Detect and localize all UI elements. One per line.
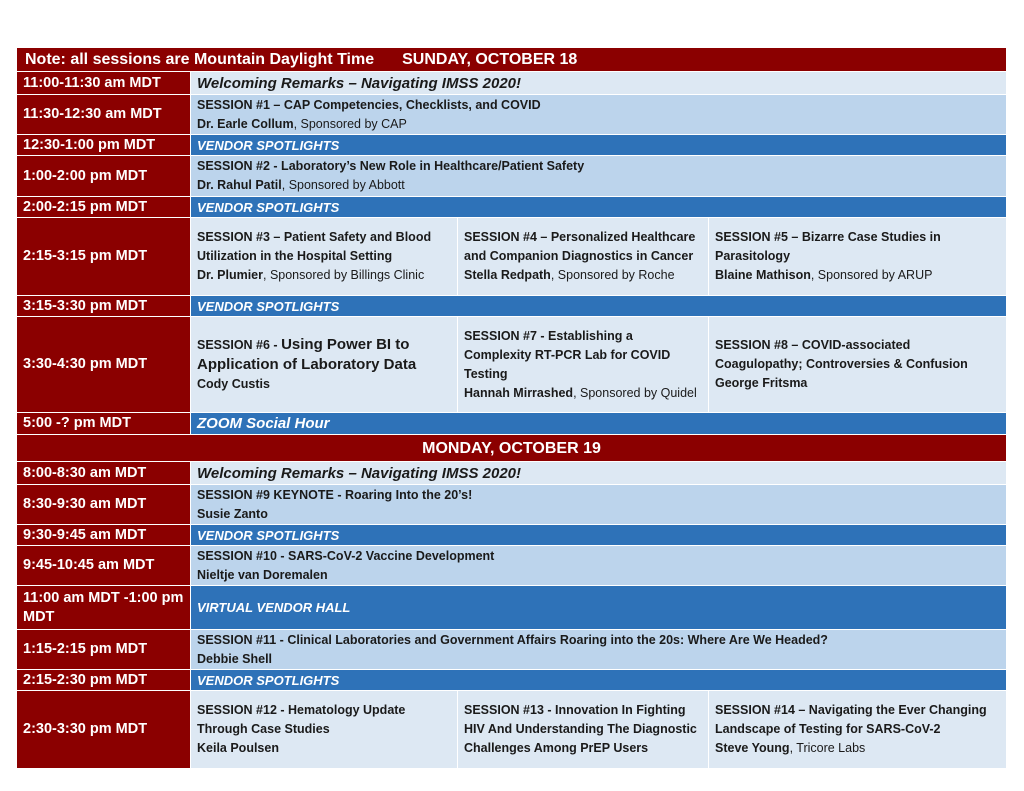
session-title: SESSION #5 – Bizarre Case Studies in Parasitology bbox=[715, 230, 941, 263]
sponsor-text: , Tricore Labs bbox=[789, 741, 866, 755]
sponsor-text: , Sponsored by Abbott bbox=[281, 178, 405, 192]
session-10 bbox=[191, 546, 1007, 586]
speaker-name: Nieltje van Doremalen bbox=[197, 567, 328, 582]
time-slot: 11:00-11:30 am MDT bbox=[17, 72, 191, 95]
virtual-vendor-hall: VIRTUAL VENDOR HALL bbox=[191, 586, 1007, 630]
schedule-header-row bbox=[17, 48, 1007, 72]
vendor-spotlights: VENDOR SPOTLIGHTS bbox=[191, 670, 1007, 691]
schedule-row bbox=[17, 156, 1007, 197]
speaker-name: Keila Poulsen bbox=[197, 741, 279, 755]
schedule-row bbox=[17, 546, 1007, 586]
speaker-name: Blaine Mathison bbox=[715, 268, 811, 282]
schedule-header bbox=[17, 48, 1007, 72]
schedule-row bbox=[17, 485, 1007, 525]
schedule-row bbox=[17, 670, 1007, 691]
time-slot: 1:15-2:15 pm MDT bbox=[17, 630, 191, 670]
vendor-spotlights: VENDOR SPOTLIGHTS bbox=[191, 296, 1007, 317]
time-slot: 2:15-3:15 pm MDT bbox=[17, 218, 191, 296]
schedule-row bbox=[17, 630, 1007, 670]
speaker-name: Dr. Earle Collum bbox=[197, 116, 294, 131]
session-2 bbox=[191, 156, 1007, 197]
schedule-row bbox=[17, 95, 1007, 135]
schedule-row bbox=[17, 525, 1007, 546]
session-14 bbox=[709, 691, 1007, 769]
session-title: SESSION #1 – CAP Competencies, Checklists, and COVID bbox=[197, 97, 541, 112]
speaker-name: Stella Redpath bbox=[464, 268, 551, 282]
schedule-row bbox=[17, 317, 1007, 413]
session-title: SESSION #4 – Personalized Healthcare and Companion Diagnostics in Cancer bbox=[464, 230, 696, 263]
speaker-name: Susie Zanto bbox=[197, 506, 268, 521]
time-slot: 8:00-8:30 am MDT bbox=[17, 462, 191, 485]
session-7 bbox=[458, 317, 709, 413]
speaker-name: Cody Custis bbox=[197, 377, 270, 391]
session-number: SESSION #6 - bbox=[197, 338, 282, 352]
timezone-note: Note: all sessions are Mountain Daylight Time bbox=[25, 51, 375, 68]
time-slot: 9:30-9:45 am MDT bbox=[17, 525, 191, 546]
welcoming-remarks: Welcoming Remarks – Navigating IMSS 2020! bbox=[191, 72, 1007, 95]
schedule-row bbox=[17, 296, 1007, 317]
schedule-row bbox=[17, 135, 1007, 156]
session-title: SESSION #7 - Establishing a Complexity RT-PCR Lab for COVID Testing bbox=[464, 328, 671, 381]
sponsor-text: , Sponsored by Billings Clinic bbox=[263, 268, 425, 282]
time-slot: 9:45-10:45 am MDT bbox=[17, 546, 191, 586]
session-title: SESSION #9 KEYNOTE - Roaring Into the 20’s! bbox=[197, 487, 473, 502]
session-11 bbox=[191, 630, 1007, 670]
vendor-spotlights: VENDOR SPOTLIGHTS bbox=[191, 135, 1007, 156]
sponsor-text: , Sponsored by CAP bbox=[293, 116, 407, 131]
schedule-row bbox=[17, 586, 1007, 630]
session-title: SESSION #13 - Innovation In Fighting HIV And Understanding The Diagnostic Challenges Among PrEP Users bbox=[464, 703, 697, 755]
time-slot: 11:30-12:30 am MDT bbox=[17, 95, 191, 135]
sponsor-text: , Sponsored by ARUP bbox=[810, 268, 933, 282]
schedule-row bbox=[17, 413, 1007, 435]
day-heading-monday: MONDAY, OCTOBER 19 bbox=[17, 435, 1007, 462]
time-slot: 11:00 am MDT -1:00 pm MDT bbox=[17, 586, 191, 630]
time-slot: 3:15-3:30 pm MDT bbox=[17, 296, 191, 317]
zoom-social-hour: ZOOM Social Hour bbox=[191, 413, 1007, 435]
sponsor-text: , Sponsored by Quidel bbox=[573, 385, 697, 400]
speaker-name: Debbie Shell bbox=[197, 651, 273, 666]
session-5 bbox=[709, 218, 1007, 296]
session-title: Using Power BI to Application of Laboratory Data bbox=[197, 336, 417, 373]
session-title: SESSION #14 – Navigating the Ever Changing Landscape of Testing for SARS-CoV-2 bbox=[715, 703, 987, 736]
session-number: SESSION #11 - bbox=[197, 632, 288, 647]
sponsor-text: , Sponsored by Roche bbox=[550, 268, 675, 282]
session-title: SESSION #10 - SARS-CoV-2 Vaccine Development bbox=[197, 548, 495, 563]
day-heading-sunday: SUNDAY, OCTOBER 18 bbox=[402, 51, 578, 68]
session-3 bbox=[191, 218, 458, 296]
time-slot: 2:30-3:30 pm MDT bbox=[17, 691, 191, 769]
schedule-row bbox=[17, 218, 1007, 296]
session-9 bbox=[191, 485, 1007, 525]
session-title: SESSION #3 – Patient Safety and Blood Utilization in the Hospital Setting bbox=[197, 230, 432, 263]
schedule-row bbox=[17, 462, 1007, 485]
speaker-name: Dr. Plumier bbox=[197, 268, 263, 282]
schedule-row bbox=[17, 72, 1007, 95]
schedule-row bbox=[17, 691, 1007, 769]
welcoming-remarks: Welcoming Remarks – Navigating IMSS 2020! bbox=[191, 462, 1007, 485]
speaker-name: George Fritsma bbox=[715, 376, 808, 390]
vendor-spotlights: VENDOR SPOTLIGHTS bbox=[191, 525, 1007, 546]
session-1 bbox=[191, 95, 1007, 135]
time-slot: 3:30-4:30 pm MDT bbox=[17, 317, 191, 413]
session-8 bbox=[709, 317, 1007, 413]
session-title: SESSION #12 - Hematology Update Through Case Studies bbox=[197, 703, 406, 736]
speaker-name: Steve Young bbox=[715, 741, 790, 755]
session-title: Clinical Laboratories and Government Affairs Roaring into the 20s: Where Are We Headed? bbox=[287, 632, 828, 647]
session-4 bbox=[458, 218, 709, 296]
schedule-row bbox=[17, 197, 1007, 218]
schedule-table bbox=[16, 47, 1007, 769]
vendor-spotlights: VENDOR SPOTLIGHTS bbox=[191, 197, 1007, 218]
time-slot: 8:30-9:30 am MDT bbox=[17, 485, 191, 525]
session-6 bbox=[191, 317, 458, 413]
session-13 bbox=[458, 691, 709, 769]
speaker-name: Hannah Mirrashed bbox=[464, 385, 574, 400]
time-slot: 2:00-2:15 pm MDT bbox=[17, 197, 191, 218]
speaker-name: Dr. Rahul Patil bbox=[197, 178, 282, 192]
time-slot: 5:00 -? pm MDT bbox=[17, 413, 191, 435]
session-title: SESSION #8 – COVID-associated Coagulopathy; Controversies & Confusion bbox=[715, 338, 968, 371]
session-12 bbox=[191, 691, 458, 769]
session-title: SESSION #2 - Laboratory’s New Role in Healthcare/Patient Safety bbox=[197, 159, 585, 173]
time-slot: 12:30-1:00 pm MDT bbox=[17, 135, 191, 156]
time-slot: 1:00-2:00 pm MDT bbox=[17, 156, 191, 197]
time-slot: 2:15-2:30 pm MDT bbox=[17, 670, 191, 691]
day-banner-row bbox=[17, 435, 1007, 462]
